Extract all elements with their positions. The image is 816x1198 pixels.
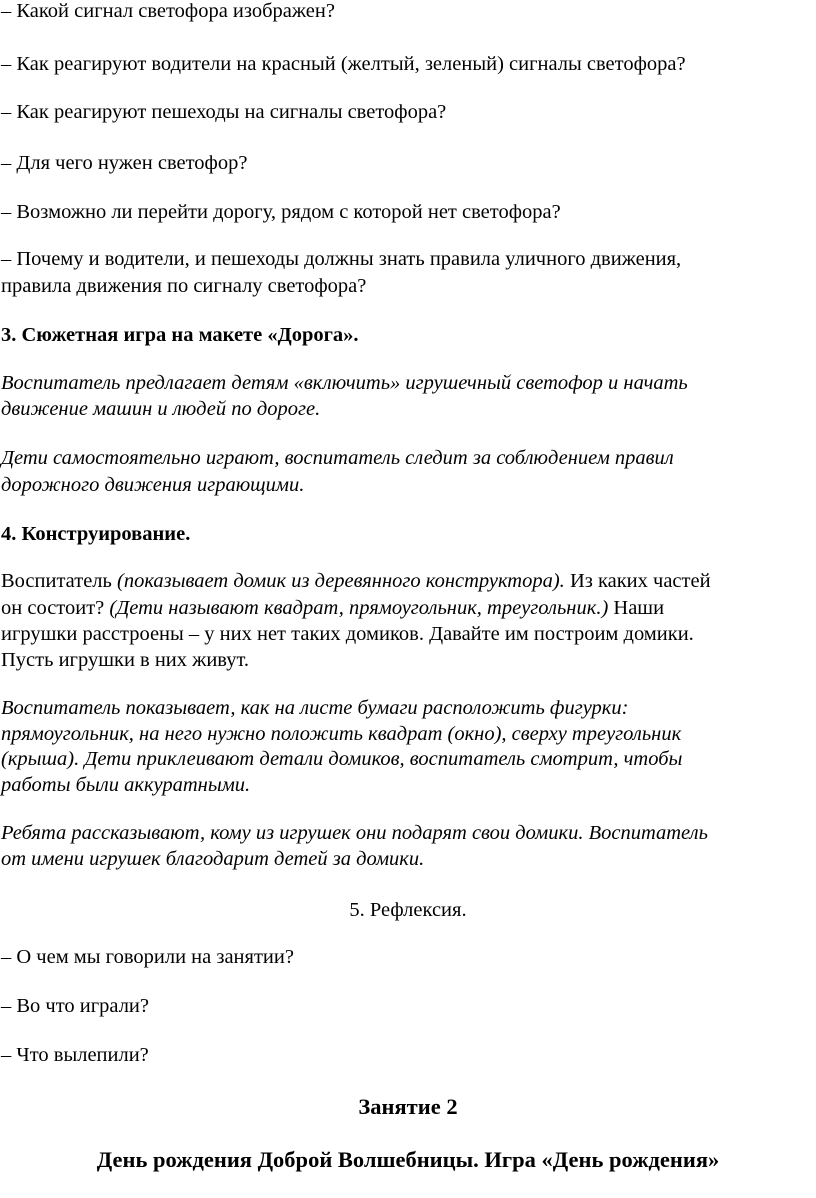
question-line: – Во что играли? <box>1 995 150 1017</box>
section-heading: 3. Сюжетная игра на макете «Дорога». <box>1 324 359 346</box>
paragraph-line: (крыша). Дети приклеивают детали домиков, воспитатель смотрит, чтобы <box>1 748 683 770</box>
lesson-subtitle: День рождения Доброй Волшебницы. Игра «День рождения» <box>96 1147 720 1172</box>
lesson-title: Занятие 2 <box>358 1094 458 1119</box>
question-line: – Как реагируют водители на красный (желтый, зеленый) сигналы светофора? <box>1 53 686 75</box>
text-run: (показывает домик из деревянного конструктора). <box>117 570 565 592</box>
paragraph-line: прямоугольник, на него нужно положить квадрат (окно), сверху треугольник <box>1 723 682 745</box>
question-line: – Возможно ли перейти дорогу, рядом с которой нет светофора? <box>1 201 561 223</box>
text-run: Воспитатель <box>1 570 118 592</box>
question-line: правила движения по сигналу светофора? <box>1 275 367 297</box>
paragraph-line: Воспитатель показывает, как на листе бумаги расположить фигурки: <box>1 697 629 719</box>
text-run: Наши <box>608 597 665 619</box>
section-heading: 4. Конструирование. <box>1 523 191 545</box>
paragraph-line: дорожного движения играющими. <box>1 474 305 496</box>
paragraph-line: от имени игрушек благодарит детей за домики. <box>1 848 425 870</box>
question-line: – Какой сигнал светофора изображен? <box>1 0 335 22</box>
question-line: – Как реагируют пешеходы на сигналы светофора? <box>1 101 447 123</box>
paragraph-line: Ребята рассказывают, кому из игрушек они подарят свои домики. Воспитатель <box>1 822 708 844</box>
text-run: Из каких частей <box>564 570 711 592</box>
section-heading: 5. Рефлексия. <box>349 899 467 921</box>
question-line: – Что вылепили? <box>1 1044 149 1066</box>
paragraph-line: Воспитатель предлагает детям «включить» игрушечный светофор и начать <box>1 372 688 394</box>
text-run: он состоит? <box>1 597 110 619</box>
paragraph-line: работы были аккуратными. <box>1 774 251 796</box>
question-line: – О чем мы говорили на занятии? <box>1 946 294 968</box>
question-line: – Почему и водители, и пешеходы должны знать правила уличного движения, <box>1 248 682 270</box>
paragraph-line <box>1 568 711 594</box>
paragraph-line: игрушки расстроены – у них нет таких домиков. Давайте им построим домики. <box>1 623 694 645</box>
paragraph-line: движение машин и людей по дороге. <box>1 398 321 420</box>
text-run: (Дети называют квадрат, прямоугольник, треугольник.) <box>109 597 609 619</box>
paragraph-line: Пусть игрушки в них живут. <box>1 649 250 671</box>
paragraph-line <box>1 595 664 621</box>
question-line: – Для чего нужен светофор? <box>1 152 248 174</box>
paragraph-line: Дети самостоятельно играют, воспитатель следит за соблюдением правил <box>1 447 674 469</box>
